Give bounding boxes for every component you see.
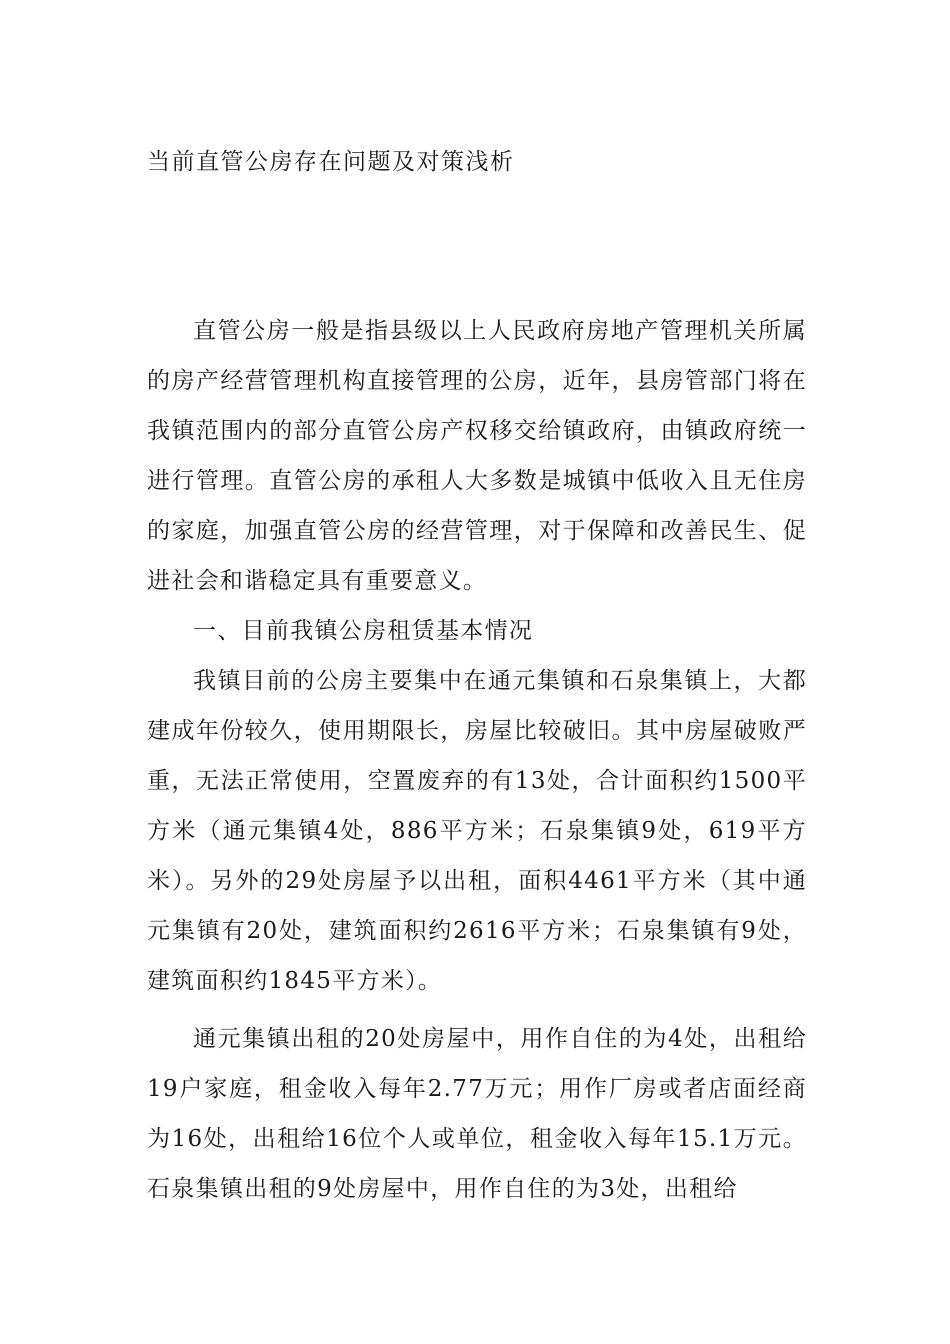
document-body: [147, 306, 807, 1214]
rental-paragraph: 通元集镇出租的20处房屋中，用作自住的为4处，出租给19户家庭，租金收入每年2.77万元；用作厂房或者店面经商为16处，出租给16位个人或单位，租金收入每年15.1万元。石泉集镇出租的9处房屋中，用作自住的为3处，出租给: [147, 1026, 807, 1202]
page-title: 当前直管公房存在问题及对策浅析: [147, 149, 515, 175]
intro-paragraph: 直管公房一般是指县级以上人民政府房地产管理机关所属的房产经营管理机构直接管理的公房，近年，县房管部门将在我镇范围内的部分直管公房产权移交给镇政府，由镇政府统一进行管理。直管公房的承租人大多数是城镇中低收入且无住房的家庭，加强直管公房的经营管理，对于保障和改善民生、促进社会和谐稳定具有重要意义。: [147, 318, 807, 594]
section-heading: 一、目前我镇公房租赁基本情况: [193, 618, 534, 644]
situation-paragraph: 我镇目前的公房主要集中在通元集镇和石泉集镇上，大都建成年份较久，使用期限长，房屋比较破旧。其中房屋破败严重，无法正常使用，空置废弃的有13处，合计面积约1500平方米（通元集镇4处，886平方米；石泉集镇9处，619平方米）。另外的29处房屋予以出租，面积4461平方米（其中通元集镇有20处，建筑面积约2616平方米；石泉集镇有9处，建筑面积约1845平方米）。: [147, 668, 807, 994]
